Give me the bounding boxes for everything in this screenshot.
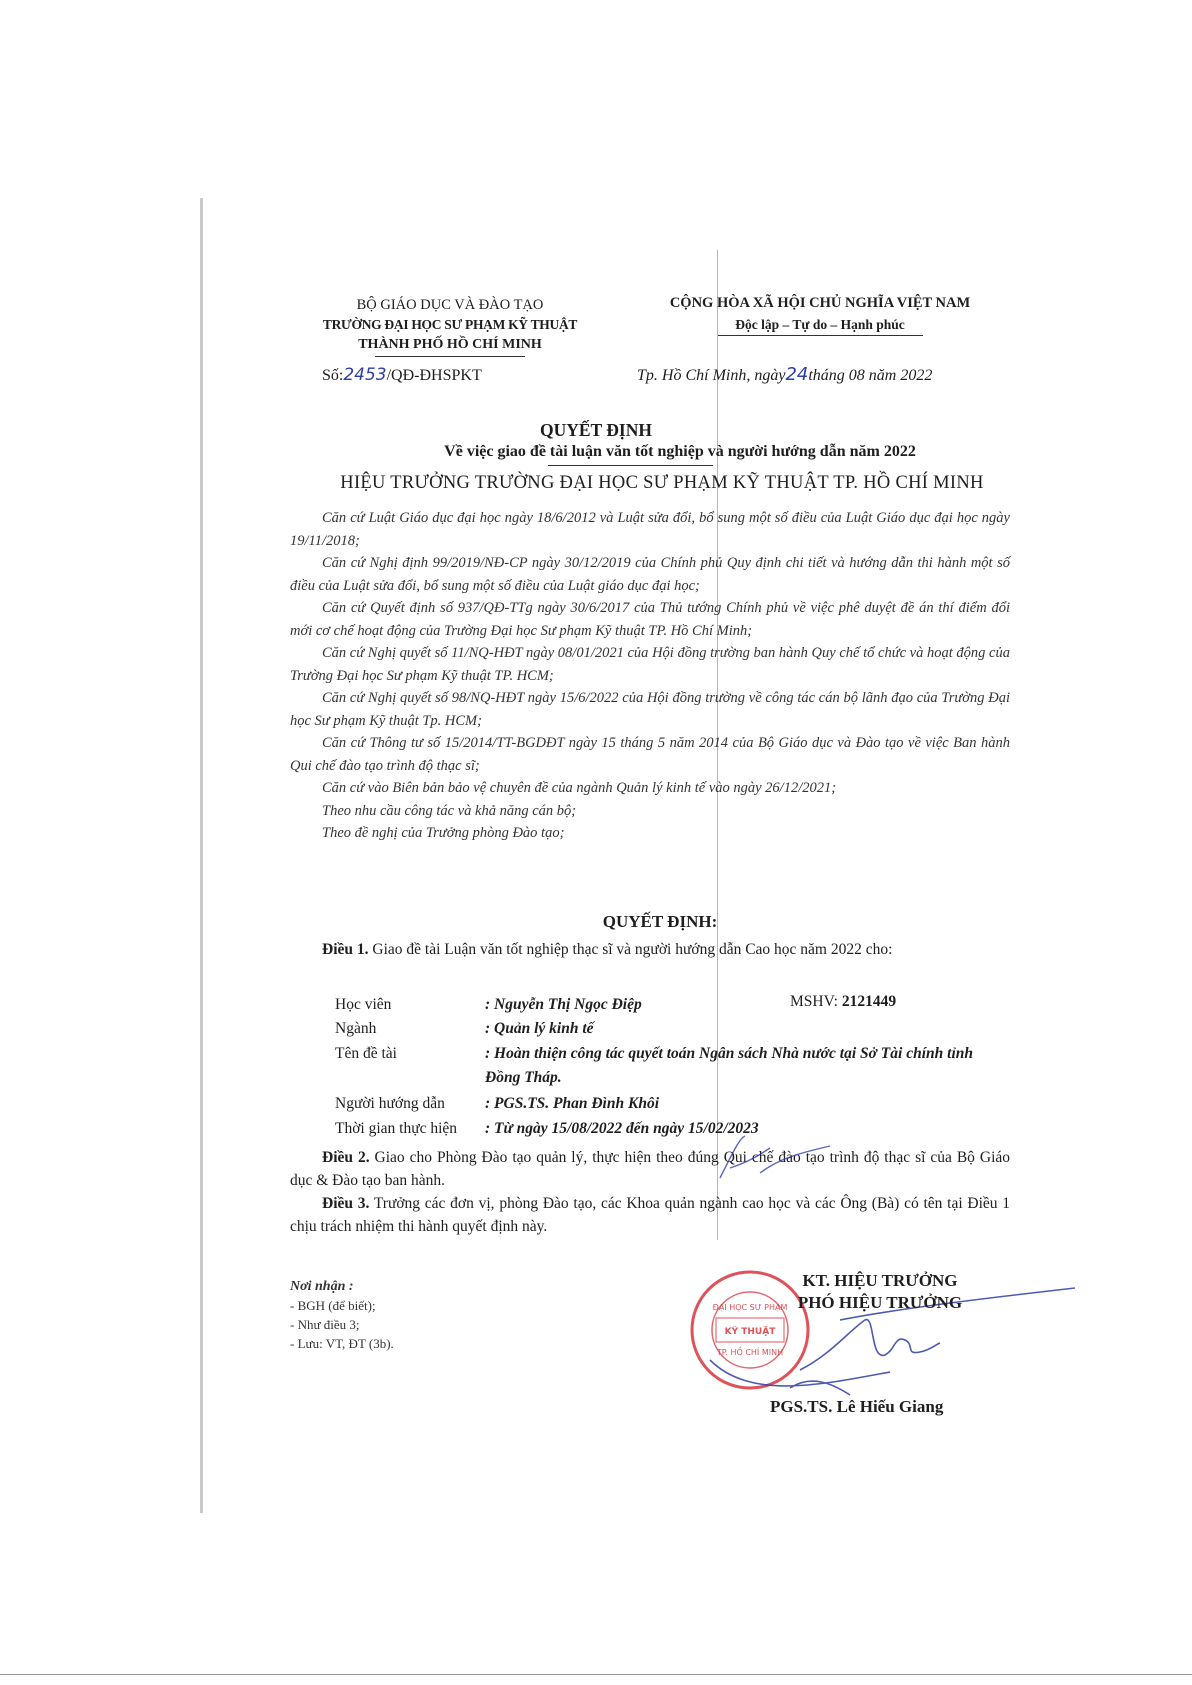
topic-label: Tên đề tài xyxy=(335,1045,397,1062)
national-motto: Độc lập – Tự do – Hạnh phúc xyxy=(735,317,905,332)
signer-position: PHÓ HIỆU TRƯỞNG xyxy=(797,1293,963,1312)
initial-mark-icon xyxy=(700,1128,850,1188)
article-1 xyxy=(290,938,1010,962)
basis-item: Căn cứ Nghị định 99/2019/NĐ-CP ngày 30/12/2019 của Chính phủ Quy định chi tiết và hướng dẫn thi hành một số điều của Luật sửa đổi, bổ sung một số điều của Luật giáo dục đại học; xyxy=(290,555,1010,594)
issue-date: Tp. Hồ Chí Minh, ngày24tháng 08 năm 2022 xyxy=(637,364,933,385)
basis-item: Căn cứ Quyết định số 937/QĐ-TTg ngày 30/6/2017 của Thủ tướng Chính phủ về việc phê duyệt đề án thí điểm đổi mới cơ chế hoạt động của Trường Đại học Sư phạm Kỹ thuật TP. Hồ Chí Minh; xyxy=(290,600,1010,639)
time-label: Thời gian thực hiện xyxy=(335,1120,458,1137)
basis-item: Theo nhu cầu công tác và khả năng cán bộ; xyxy=(322,802,577,819)
country-name: CỘNG HÒA XÃ HỘI CHỦ NGHĨA VIỆT NAM xyxy=(669,295,971,311)
major-value: : Quản lý kinh tế xyxy=(485,1020,594,1037)
signer-name: PGS.TS. Lê Hiếu Giang xyxy=(770,1397,944,1416)
article-2: Điều 2. Giao cho Phòng Đào tạo quản lý, thực hiện theo đúng Qui chế đào tạo trình độ thạc sĩ của Bộ Giáo dục & Đào tạo ban hành. xyxy=(290,1149,1011,1189)
document-number: Số:2453/QĐ-ĐHSPKT xyxy=(322,365,482,385)
topic-value: : Hoàn thiện công tác quyết toán Ngân sách Nhà nước tại Sở Tài chính tỉnh Đồng Tháp. xyxy=(485,1045,973,1086)
svg-text:TP. HỒ CHÍ MINH: TP. HỒ CHÍ MINH xyxy=(716,1348,784,1357)
student-id: MSHV: 2121449 xyxy=(790,993,897,1010)
header-underline xyxy=(375,356,525,357)
article-1-text: Giao đề tài Luận văn tốt nghiệp thạc sĩ và người hướng dẫn Cao học năm 2022 cho: xyxy=(368,941,893,958)
on-behalf-title: KT. HIỆU TRƯỞNG xyxy=(802,1271,958,1290)
advisor-label: Người hướng dẫn xyxy=(335,1095,445,1112)
ministry-name: BỘ GIÁO DỤC VÀ ĐÀO TẠO xyxy=(356,297,544,313)
university-city: THÀNH PHỐ HỒ CHÍ MINH xyxy=(358,337,542,352)
issuing-authority: HIỆU TRƯỞNG TRƯỜNG ĐẠI HỌC SƯ PHẠM KỸ THUẬT TP. HỒ CHÍ MINH xyxy=(340,473,984,493)
handwritten-day: 24 xyxy=(785,364,809,385)
major-row xyxy=(335,1017,594,1041)
subject-underline xyxy=(548,465,713,466)
basis-item: Căn cứ vào Biên bản bảo vệ chuyên đề của ngành Quản lý kinh tế vào ngày 26/12/2021; xyxy=(322,780,837,796)
handwritten-number: 2453 xyxy=(343,365,387,385)
motto-underline xyxy=(718,335,923,336)
topic-row-label xyxy=(335,1042,485,1066)
signature-block xyxy=(760,1270,1000,1314)
scan-edge-line xyxy=(200,198,203,1513)
basis-item: Căn cứ Luật Giáo dục đại học ngày 18/6/2012 và Luật sửa đổi, bổ sung một số điều của Luật Giáo dục đại học ngày 19/11/2018; xyxy=(290,510,1010,549)
student-row xyxy=(335,993,642,1017)
recipients-block xyxy=(290,1277,394,1353)
advisor-value: : PGS.TS. Phan Đình Khôi xyxy=(485,1095,659,1112)
recipient-item: - Lưu: VT, ĐT (3b). xyxy=(290,1336,394,1351)
basis-item: Căn cứ Thông tư số 15/2014/TT-BGDĐT ngày 15 tháng 5 năm 2014 của Bộ Giáo dục và Đào tạo về việc Ban hành Qui chế đào tạo trình độ thạc sĩ; xyxy=(290,735,1010,774)
document-subject: Về việc giao đề tài luận văn tốt nghiệp và người hướng dẫn năm 2022 xyxy=(444,443,916,460)
document-title: QUYẾT ĐỊNH xyxy=(540,420,652,440)
recipient-item: - Như điều 3; xyxy=(290,1317,360,1332)
article-3: Điều 3. Trưởng các đơn vị, phòng Đào tạo, các Khoa quản ngành cao học và các Ông (Bà) có tên tại Điều 1 chịu trách nhiệm thi hành quyết định này. xyxy=(290,1195,1011,1235)
svg-text:ĐẠI HỌC SƯ PHẠM: ĐẠI HỌC SƯ PHẠM xyxy=(712,1303,788,1312)
national-header xyxy=(620,293,1020,336)
advisor-row xyxy=(335,1092,659,1116)
page-bottom-line xyxy=(0,1674,1192,1675)
major-label: Ngành xyxy=(335,1020,377,1037)
time-value: : Từ ngày 15/08/2022 đến ngày 15/02/2023 xyxy=(485,1120,759,1137)
student-name: : Nguyễn Thị Ngọc Điệp xyxy=(485,996,642,1013)
articles-2-3 xyxy=(290,1146,1010,1238)
basis-item: Theo đề nghị của Trưởng phòng Đào tạo; xyxy=(322,825,565,841)
recipients-title: Nơi nhận : xyxy=(290,1279,354,1294)
time-row xyxy=(335,1117,759,1141)
legal-bases xyxy=(290,507,1010,845)
university-name: TRƯỜNG ĐẠI HỌC SƯ PHẠM KỸ THUẬT xyxy=(322,317,578,332)
svg-text:KỸ THUẬT: KỸ THUẬT xyxy=(724,1327,776,1337)
basis-item: Căn cứ Nghị quyết số 11/NQ-HĐT ngày 08/01/2021 của Hội đồng trường ban hành Quy chế tổ chức và hoạt động của Trường Đại học Sư phạm Kỹ thuật TP. HCM; xyxy=(290,645,1010,684)
issuer-header xyxy=(295,295,605,357)
decision-heading: QUYẾT ĐỊNH: xyxy=(602,912,718,931)
basis-item: Căn cứ Nghị quyết số 98/NQ-HĐT ngày 15/6/2022 của Hội đồng trường về công tác cán bộ lãnh đạo của Trường Đại học Sư phạm Kỹ thuật Tp. HCM; xyxy=(290,690,1010,729)
student-label: Học viên xyxy=(335,996,392,1013)
article-1-label: Điều 1. xyxy=(322,941,369,958)
recipient-item: - BGH (để biết); xyxy=(290,1298,376,1313)
